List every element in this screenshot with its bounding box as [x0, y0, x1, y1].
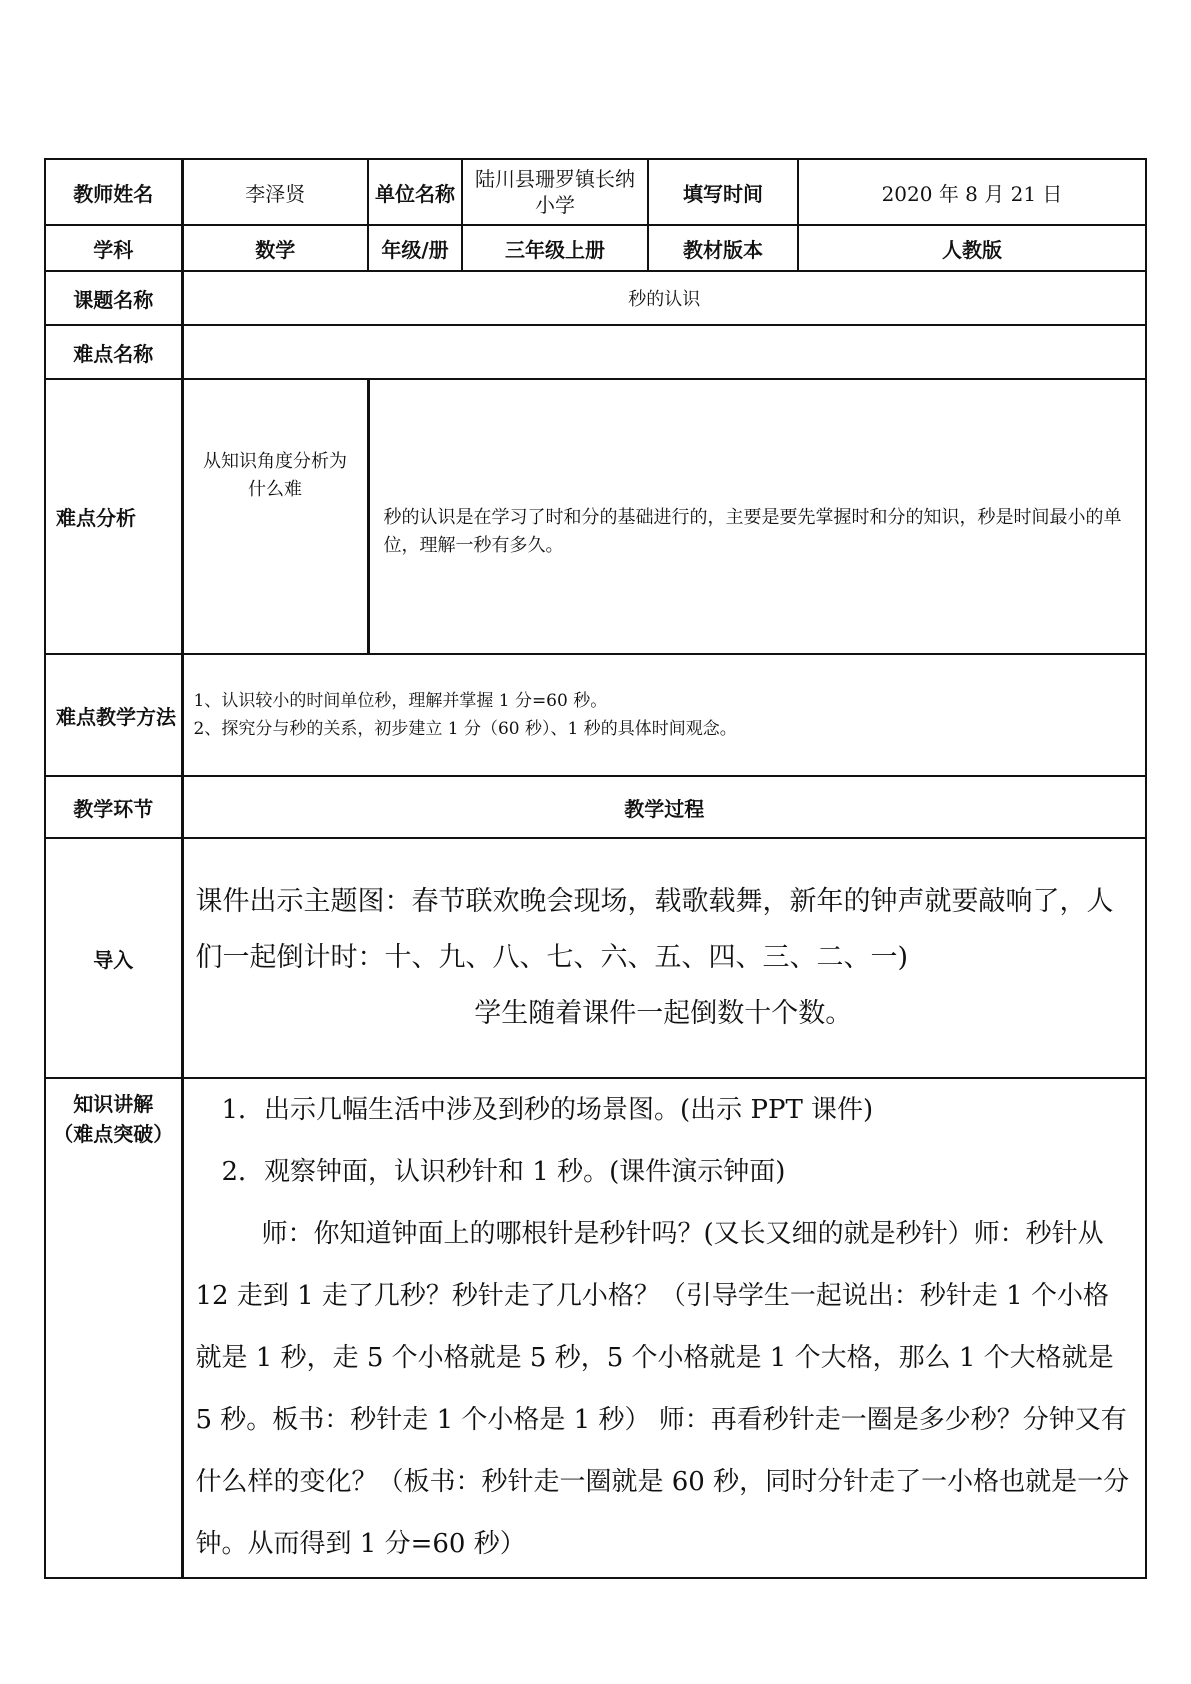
- explain-step-2: 2．观察钟面，认识秒针和 1 秒。(课件演示钟面): [221, 1157, 786, 1187]
- course-title-label: 课题名称: [45, 271, 182, 325]
- process-label: 教学过程: [182, 776, 1146, 838]
- method-row: [45, 654, 1146, 776]
- method-content: [182, 654, 1146, 776]
- method-item-2: 2、探究分与秒的关系，初步建立 1 分（60 秒）、1 秒的具体时间观念。: [193, 719, 737, 739]
- method-item-1: 1、认识较小的时间单位秒，理解并掌握 1 分=60 秒。: [193, 691, 608, 711]
- difficulty-value: [182, 325, 1146, 379]
- teacher-info-row: [45, 159, 1146, 225]
- analysis-content: 秒的认识是在学习了时和分的基础进行的，主要是要先掌握时和分的知识，秒是时间最小的单位，理解一秒有多久。: [368, 379, 1146, 654]
- edition-value: 人教版: [798, 225, 1146, 271]
- explain-step-1: 1．出示几幅生活中涉及到秒的场景图。(出示 PPT 课件): [221, 1095, 874, 1125]
- difficulty-row: [45, 325, 1146, 379]
- teacher-name-label: 教师姓名: [45, 159, 182, 225]
- unit-name-label: 单位名称: [368, 159, 462, 225]
- teacher-name: 李泽贤: [182, 159, 368, 225]
- explain-dialogue: 师：你知道钟面上的哪根针是秒针吗？(又长又细的就是秒针）师：秒针从 12 走到 1 走了几秒？秒针走了几小格？（引导学生一起说出：秒针走 1 个小格就是 1 秒，走 5 个小格就是 5 秒，5 个小格就是 1 个大格，那么 1 个大格就是 5 秒。板书：秒针走 1 个小格是 1 秒） 师：再看秒针走一圈是多少秒？分钟又有什么样的变化？（板书：秒针走一圈就是 60 秒，同时分针走了一小格也就是一分钟。从而得到 1 分=60 秒）: [195, 1219, 1130, 1559]
- fill-time: 2020 年 8 月 21 日: [798, 159, 1146, 225]
- unit-name: 陆川县珊罗镇长纳小学: [462, 159, 648, 225]
- difficulty-label: 难点名称: [45, 325, 182, 379]
- course-title: 秒的认识: [182, 271, 1146, 325]
- analysis-label: 难点分析: [45, 379, 182, 654]
- intro-text: 课件出示主题图：春节联欢晚会现场，载歌载舞，新年的钟声就要敲响了，人们一起倒计时：十、九、八、七、六、五、四、三、二、一): [195, 886, 1114, 973]
- explain-content: [182, 1078, 1146, 1578]
- lesson-plan-table: [44, 158, 1147, 1579]
- subject-row: [45, 225, 1146, 271]
- explain-label-line1: 知识讲解: [73, 1092, 154, 1116]
- explain-row: [45, 1078, 1146, 1578]
- analysis-sub-label: 从知识角度分析为什么难: [182, 379, 368, 654]
- explain-label: [45, 1078, 182, 1578]
- method-label: 难点教学方法: [45, 654, 182, 776]
- edition-label: 教材版本: [648, 225, 798, 271]
- course-title-row: [45, 271, 1146, 325]
- analysis-row: [45, 379, 1146, 654]
- stage-header-row: [45, 776, 1146, 838]
- intro-row: [45, 838, 1146, 1078]
- grade-value: 三年级上册: [462, 225, 648, 271]
- explain-label-line2: （难点突破）: [53, 1122, 174, 1146]
- intro-content: [182, 838, 1146, 1078]
- subject-label: 学科: [45, 225, 182, 271]
- intro-note: 学生随着课件一起倒数十个数。: [474, 998, 853, 1029]
- grade-label: 年级/册: [368, 225, 462, 271]
- intro-label: 导入: [45, 838, 182, 1078]
- stage-label: 教学环节: [45, 776, 182, 838]
- subject-value: 数学: [182, 225, 368, 271]
- fill-time-label: 填写时间: [648, 159, 798, 225]
